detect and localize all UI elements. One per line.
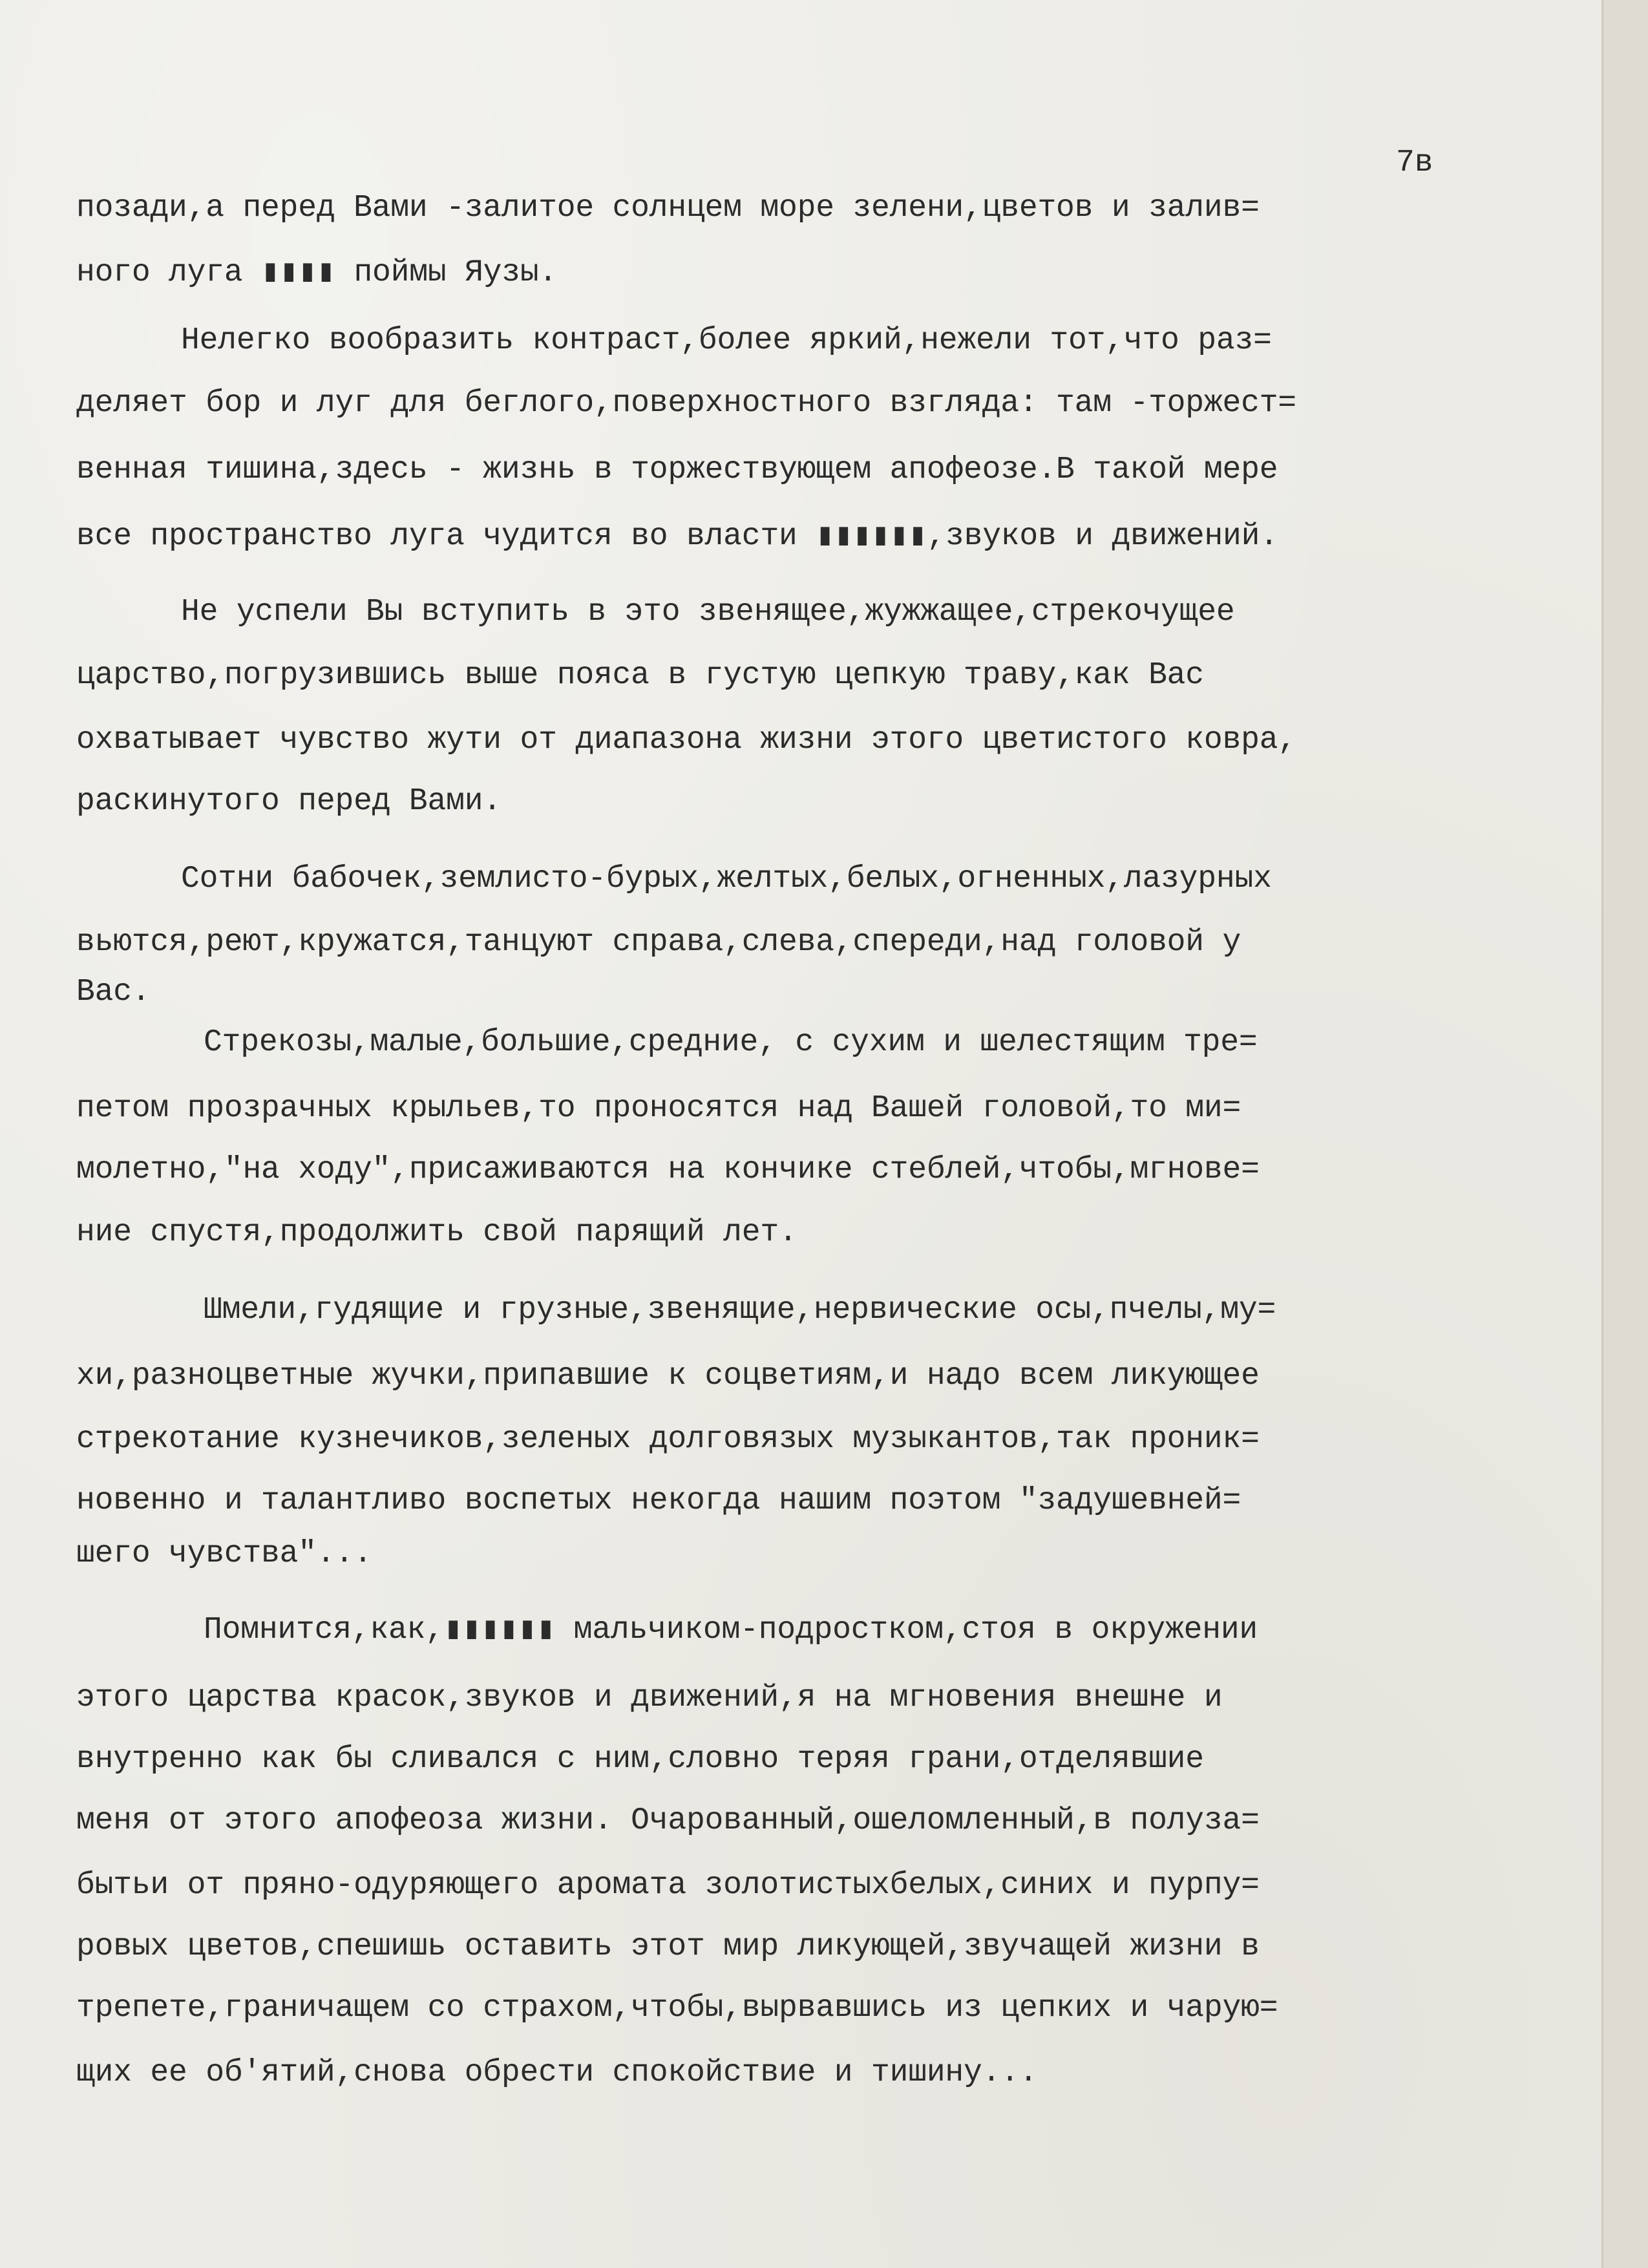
text-line: Сотни бабочек,землисто-бурых,желтых,белых,огненных,лазурных	[181, 862, 1272, 896]
text-line: новенно и талантливо воспетых некогда нашим поэтом "задушевней=	[76, 1483, 1241, 1518]
text-line: царство,погрузившись выше пояса в густую цепкую траву,как Вас	[76, 658, 1204, 693]
text-line: меня от этого апофеоза жизни. Очарованный,ошеломленный,в полуза=	[76, 1803, 1260, 1838]
text-line: шего чувства"...	[76, 1536, 372, 1571]
text-line: Шмели,гудящие и грузные,звенящие,нервические осы,пчелы,му=	[204, 1293, 1276, 1328]
text-line: Стрекозы,малые,большие,средние, с сухим и шелестящим тре=	[204, 1025, 1258, 1060]
text-line: Вас.	[76, 975, 151, 1010]
text-line: внутренно как бы сливался с ним,словно теряя грани,отделявшие	[76, 1742, 1204, 1777]
text-line: стрекотание кузнечиков,зеленых долговязых музыкантов,так проник=	[76, 1422, 1260, 1457]
text-line: хи,разноцветные жучки,припавшие к соцветиям,и надо всем ликующее	[76, 1359, 1260, 1394]
text-line: позади,а перед Вами -залитое солнцем море зелени,цветов и залив=	[76, 191, 1260, 226]
text-line: бытьи от пряно-одуряющего аромата золотистыхбелых,синих и пурпу=	[76, 1868, 1260, 1903]
text-line: все пространство луга чудится во власти ▮▮▮▮▮▮,звуков и движений.	[76, 519, 1278, 554]
text-line: Нелегко вообразить контраст,более яркий,нежели тот,что раз=	[181, 323, 1272, 358]
text-line: щих ее об'ятий,снова обрести спокойствие и тишину...	[76, 2055, 1038, 2090]
text-line: трепете,граничащем со страхом,чтобы,вырвавшись из цепких и чарую=	[76, 1991, 1278, 2026]
text-line: Не успели Вы вступить в это звенящее,жужжащее,стрекочущее	[181, 595, 1235, 630]
page-number: 7в	[1396, 145, 1433, 180]
text-line: вьются,реют,кружатся,танцуют справа,слева,спереди,над головой у	[76, 925, 1241, 960]
text-line: молетно,"на ходу",присаживаются на кончике стеблей,чтобы,мгнове=	[76, 1152, 1260, 1187]
page-edge	[1601, 0, 1648, 2268]
text-line: этого царства красок,звуков и движений,я на мгновения внешне и	[76, 1680, 1223, 1715]
text-line: Помнится,как,▮▮▮▮▮▮ мальчиком-подростком,стоя в окружении	[204, 1613, 1258, 1648]
text-line: ние спустя,продолжить свой парящий лет.	[76, 1215, 798, 1250]
text-line: ного луга ▮▮▮▮ поймы Яузы.	[76, 255, 558, 290]
text-line: петом прозрачных крыльев,то проносятся над Вашей головой,то ми=	[76, 1091, 1241, 1126]
text-line: деляет бор и луг для беглого,поверхностного взгляда: там -торжест=	[76, 386, 1296, 421]
text-line: раскинутого перед Вами.	[76, 784, 502, 819]
text-line: охватывает чувство жути от диапазона жизни этого цветистого ковра,	[76, 723, 1296, 758]
text-line: венная тишина,здесь - жизнь в торжествующем апофеозе.В такой мере	[76, 452, 1278, 487]
text-line: ровых цветов,спешишь оставить этот мир ликующей,звучащей жизни в	[76, 1929, 1260, 1964]
